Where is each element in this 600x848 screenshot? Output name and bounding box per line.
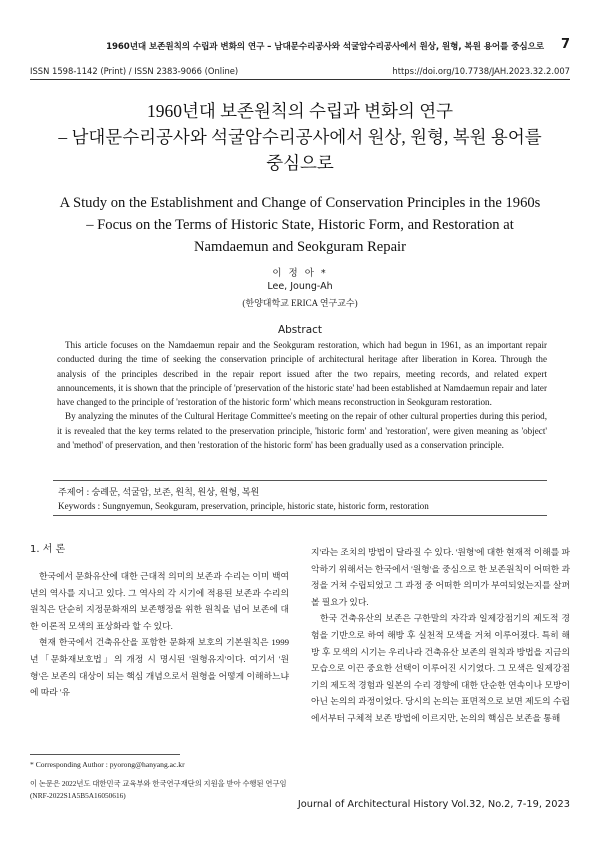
body-paragraph: 한국에서 문화유산에 대한 근대적 의미의 보존과 수리는 이미 백여 년의 역사를 지니고 있다. 그 역사의 각 시기에 적용된 보존과 수리의 원칙은 단순히 지정문화재의 보존행정을 위한 원칙을 넘어 보존에 대한 이론적 모색의 표상화라 할 수 있다. bbox=[30, 571, 289, 631]
english-title-line: A Study on the Establishment and Change of Conservation Principles in the 1960s bbox=[59, 195, 541, 211]
keywords-korean-list: 숭례문, 석굴암, 보존, 원칙, 원상, 원형, 복원 bbox=[91, 487, 260, 497]
english-title-line: Namdaemun and Seokguram Repair bbox=[194, 239, 406, 255]
journal-citation: Journal of Architectural History Vol.32, No.2, 7-19, 2023 bbox=[297, 799, 570, 810]
running-title: 1960년대 보존원칙의 수립과 변화의 연구 – 남대문수리공사와 석굴암수리공사에서 원상, 원형, 복원 용어를 중심으로 bbox=[106, 42, 544, 52]
author-affiliation: (한양대학교 ERICA 연구교수) bbox=[242, 298, 358, 308]
footnote-corresponding-author: * Corresponding Author : pyorong@hanyang.ac.kr bbox=[30, 760, 185, 769]
korean-title-line: 1960년대 보존원칙의 수립과 변화의 연구 bbox=[146, 101, 454, 121]
footnote-divider bbox=[30, 754, 180, 755]
header-divider bbox=[30, 79, 570, 80]
body-column-right bbox=[311, 544, 570, 727]
abstract-heading: Abstract bbox=[277, 324, 323, 336]
author-name-english: Lee, Joung-Ah bbox=[267, 281, 333, 292]
abstract-body bbox=[57, 338, 547, 452]
running-head bbox=[30, 37, 570, 58]
body-column-left bbox=[30, 540, 289, 701]
korean-title bbox=[40, 98, 560, 176]
body-paragraph: 현재 한국에서 건축유산을 포함한 문화재 보호의 기본원칙은 1999년「문화재보호법」의 개정 시 명시된 '원형유지'이다. 여기서 '원형'은 보존의 대상이 되는 핵심 개념으로서 원형을 어떻게 이해하느냐에 따라 '유 bbox=[30, 637, 289, 698]
abstract-paragraph: By analyzing the minutes of the Cultural Heritage Committee's meeting on the repair of other cultural properties during this period, it is revealed that the key terms related to the preservation principle, 'historic form' and 'restoration', were given meaning as 'object' and 'method' of preservation, and then 'restoration of the historic form' has been gradually used as a conservation principle. bbox=[57, 411, 547, 451]
author-name-korean: 이 정 아 * bbox=[272, 268, 328, 279]
doi-link[interactable]: https://doi.org/10.7738/JAH.2023.32.2.007 bbox=[392, 66, 570, 76]
english-title bbox=[30, 192, 570, 258]
abstract-paragraph: This article focuses on the Namdaemun repair and the Seokguram restoration, which had begun in 1961, as an important repair conducted during the time of seeking the conservation principle of architectural heritage after liberation in Korea. Through the analysis of the principles described in the repair report issued after the two repairs, meeting records, and related expert announcements, it is shown that the principle of 'preservation of the historic state' had been established at Namdaemun repair and later have changed to the principle of 'restoration of the historic form' which means reconstruction in Seokguram restoration. bbox=[57, 340, 547, 408]
body-paragraph: 한국 건축유산의 보존은 구한말의 자각과 일제강점기의 제도적 경험을 기반으로 하여 해방 후 실천적 모색을 거쳐 이루어졌다. 특히 해방 후 모색의 시기는 우리나라 건축유산 보존의 원칙과 방법을 지금의 모습으로 이끈 중요한 선택이 이루어진 시기였다. 그 모색은 일제강점기의 제도적 경험과 일본의 수리 경향에 대한 단순한 연속이나 모방이 아닌 논의의 과정이었다. 당시의 논의는 표면적으로 보면 제도의 수립에서부터 구체적 보존 방법에 이르지만, 논의의 핵심은 보존을 통해 bbox=[311, 613, 570, 723]
keywords-english-list: Sungnyemun, Seokguram, preservation, principle, historic state, historic form, restoration bbox=[102, 501, 429, 511]
keywords-bottom-divider bbox=[53, 515, 547, 516]
issn: ISSN 1598-1142 (Print) / ISSN 2383-9066 (Online) bbox=[30, 66, 239, 76]
keywords-english-label: Keywords : bbox=[58, 501, 101, 511]
footnote-funding: 이 논문은 2022년도 대한민국 교육부와 한국연구재단의 지원을 받아 수행된 연구임 (NRF-2022S1A5B5A16050616) bbox=[30, 779, 287, 800]
section-heading-introduction: 1. 서 론 bbox=[30, 544, 66, 555]
english-title-line: – Focus on the Terms of Historic State, Historic Form, and Restoration at bbox=[86, 217, 514, 233]
keywords-english bbox=[58, 501, 547, 511]
body-paragraph: 지'라는 조치의 방법이 달라질 수 있다. '원형'에 대한 현재적 이해를 파악하기 위해서는 한국에서 '원형'을 중심으로 한 보존원칙이 어떠한 과정을 거쳐 수립되었고 그 과정 중 어떠한 의미가 부여되었는지를 살펴볼 필요가 있다. bbox=[311, 547, 570, 607]
keywords-top-divider bbox=[53, 480, 547, 481]
page-number: 7 bbox=[560, 37, 570, 52]
keywords-korean bbox=[58, 485, 547, 498]
korean-title-line: – 남대문수리공사와 석굴암수리공사에서 원상, 원형, 복원 용어를 bbox=[58, 127, 542, 147]
korean-title-line: 중심으로 bbox=[266, 153, 334, 173]
keywords-korean-label: 주제어 : bbox=[58, 487, 90, 497]
